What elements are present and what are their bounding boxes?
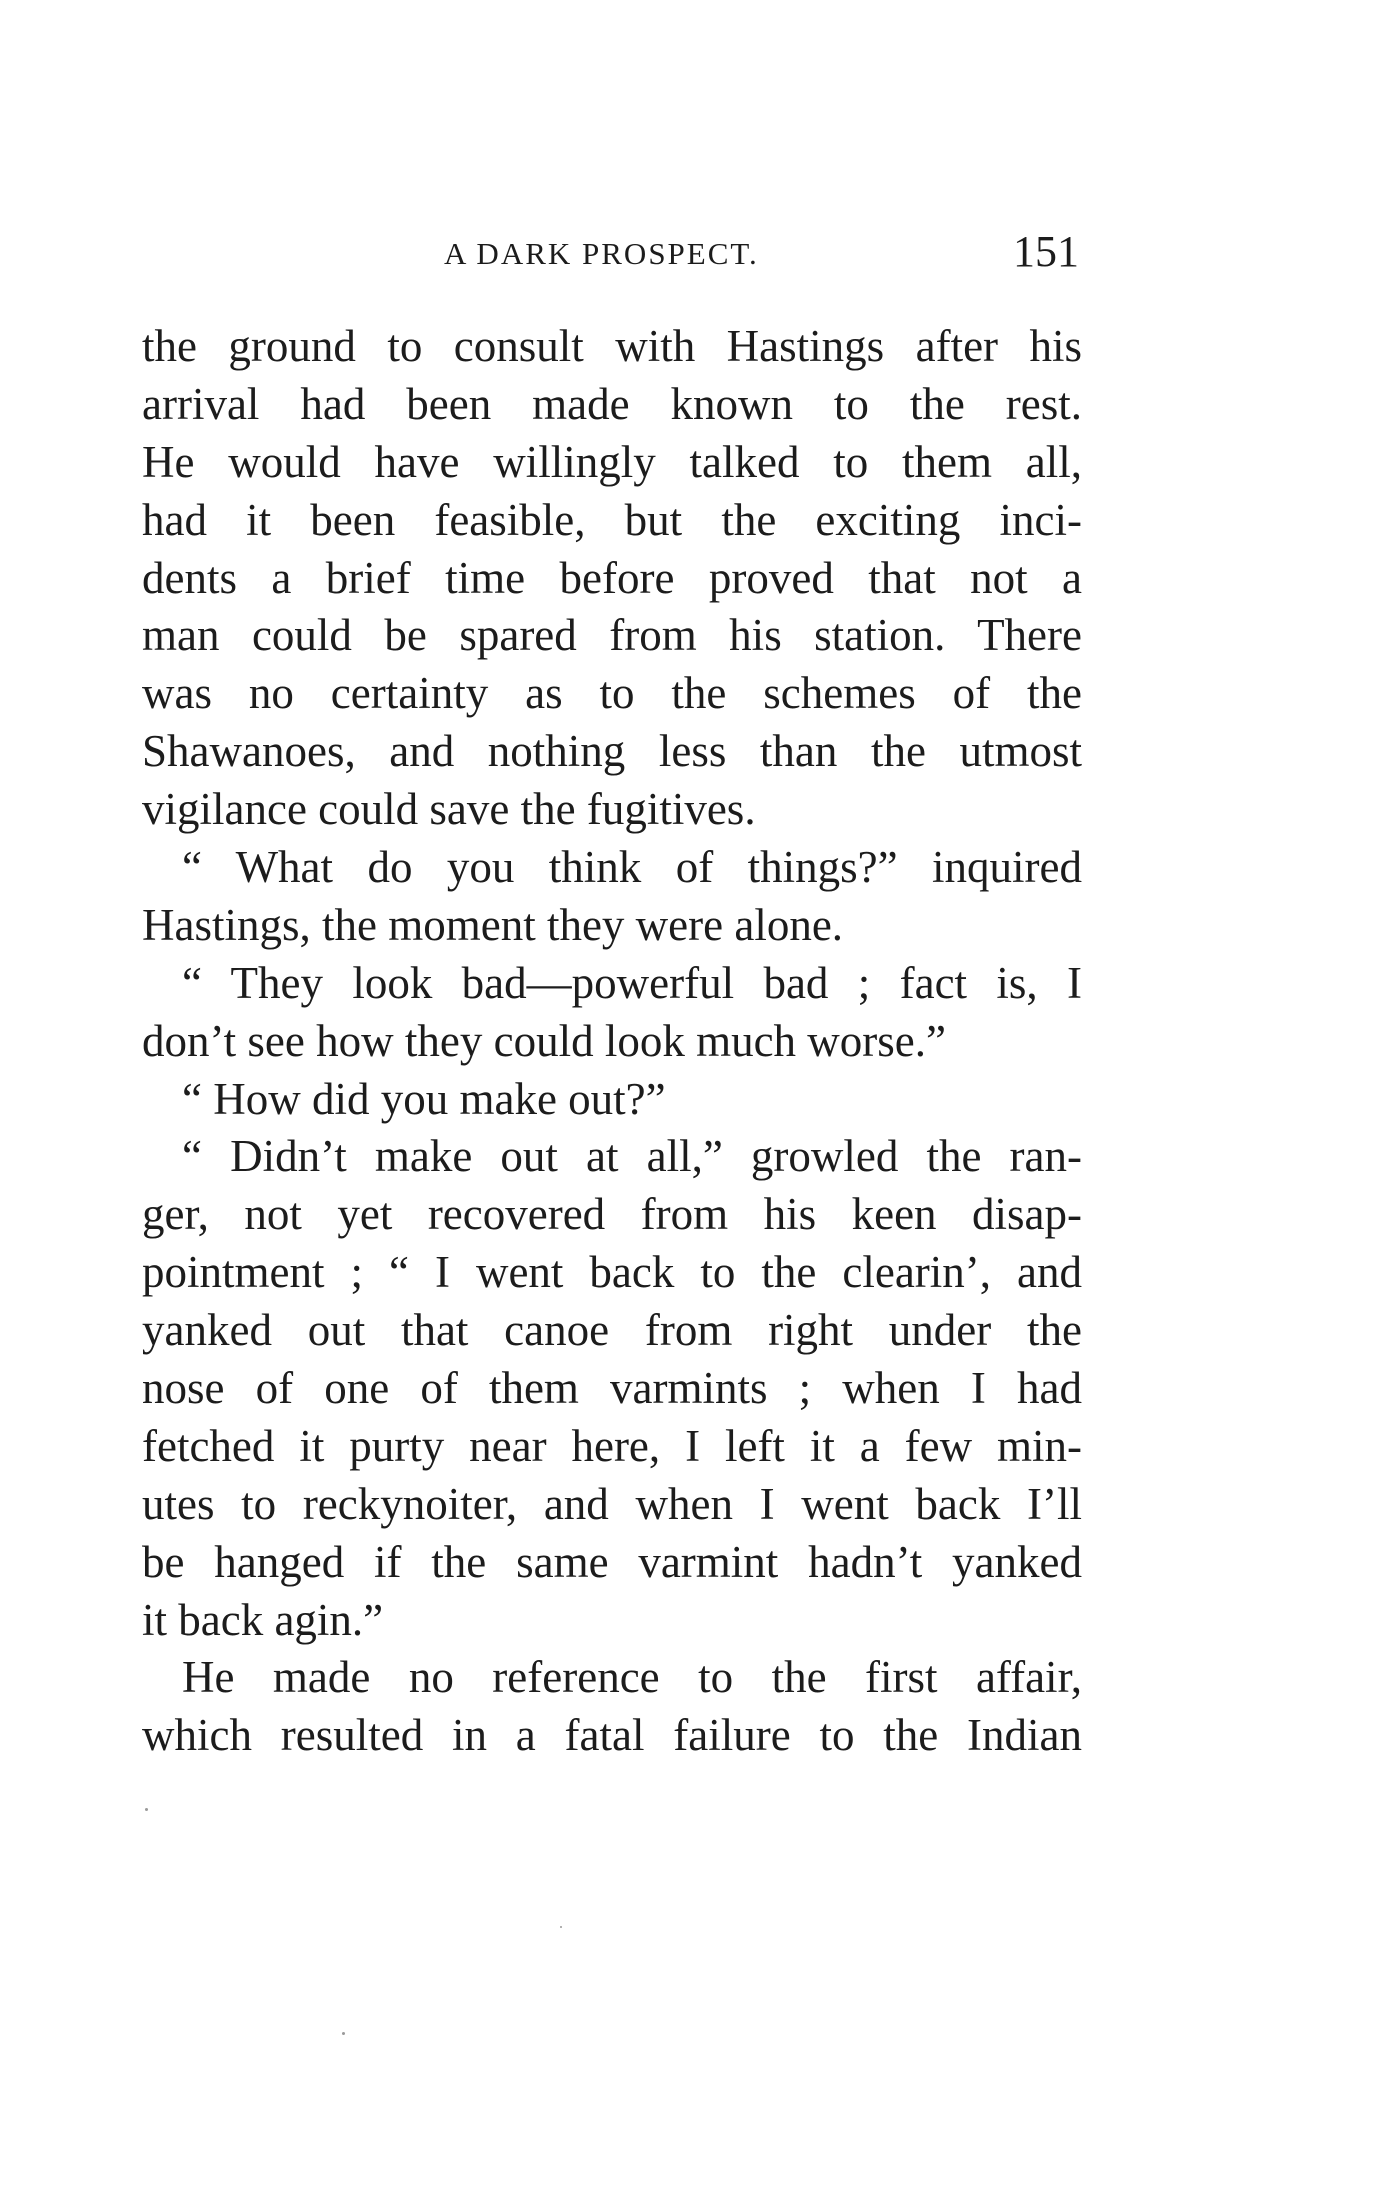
paper-speck — [560, 1926, 562, 1928]
text-line: ger, not yet recovered from his keen disap- — [142, 1189, 1082, 1240]
text-line: “ Didn’t make out at all,” growled the ran- — [182, 1131, 1082, 1182]
paper-speck — [145, 1808, 148, 1811]
running-title: A DARK PROSPECT. — [444, 236, 759, 271]
text-line: “ What do you think of things?” inquired — [182, 842, 1082, 893]
text-line: “ How did you make out?” — [182, 1073, 666, 1124]
text-line: Hastings, the moment they were alone. — [142, 899, 844, 950]
page-number: 151 — [1013, 227, 1079, 276]
text-line: fetched it purty near here, I left it a few min- — [142, 1420, 1082, 1471]
text-line: the ground to consult with Hastings after his — [142, 321, 1082, 371]
text-line: it back agin.” — [142, 1594, 384, 1645]
text-line: pointment ; “ I went back to the clearin’, and — [142, 1247, 1082, 1298]
text-line: man could be spared from his station. There — [142, 610, 1082, 661]
text-line: He would have willingly talked to them all, — [142, 436, 1082, 487]
paper-speck — [342, 2032, 345, 2035]
text-line: had it been feasible, but the exciting inci- — [142, 494, 1082, 545]
text-line: dents a brief time before proved that not a — [142, 552, 1082, 603]
text-line: was no certainty as to the schemes of the — [142, 668, 1082, 719]
text-line: be hanged if the same varmint hadn’t yanked — [142, 1536, 1082, 1587]
body-text — [142, 318, 1082, 1765]
text-line: don’t see how they could look much worse.” — [142, 1015, 947, 1066]
text-line: Shawanoes, and nothing less than the utmost — [142, 726, 1082, 777]
text-line: utes to reckynoiter, and when I went back I’ll — [142, 1478, 1082, 1529]
text-line: arrival had been made known to the rest. — [142, 378, 1082, 429]
text-line: He made no reference to the first affair, — [182, 1652, 1082, 1703]
text-line: vigilance could save the fugitives. — [142, 784, 756, 835]
text-line: “ They look bad—powerful bad ; fact is, I — [182, 957, 1082, 1008]
running-head — [0, 226, 1391, 286]
text-line: which resulted in a fatal failure to the Indian — [142, 1710, 1082, 1761]
text-line: nose of one of them varmints ; when I had — [142, 1363, 1082, 1414]
text-line: yanked out that canoe from right under the — [142, 1305, 1082, 1356]
